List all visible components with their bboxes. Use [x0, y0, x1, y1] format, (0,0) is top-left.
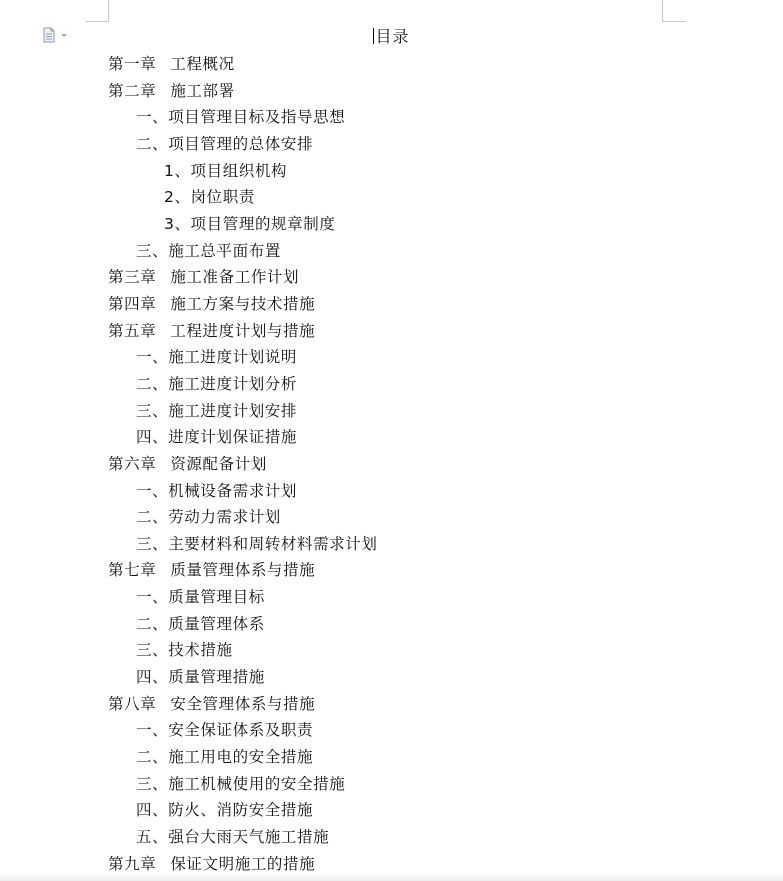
- toc-entry-text: 二、施工进度计划分析: [136, 374, 298, 393]
- toc-entry-text: 工程概况: [170, 55, 235, 73]
- toc-entry-text: 一、安全保证体系及职责: [136, 721, 314, 740]
- toc-subsection-entry[interactable]: [0, 211, 378, 238]
- toc-entry-text: 三、施工总平面布置: [136, 241, 281, 260]
- toc-entry-text: 二、施工用电的安全措施: [136, 748, 314, 767]
- toc-chapter-number: 第九章: [108, 854, 157, 873]
- toc-entry-text: 保证文明施工的措施: [170, 854, 316, 873]
- toc-entry-text: 一、质量管理目标: [136, 588, 265, 607]
- toc-entry-text: 四、防火、消防安全措施: [136, 801, 314, 820]
- toc-chapter-number: 第七章: [108, 561, 157, 580]
- page-bottom-edge: [0, 873, 783, 881]
- toc-entry-text: 二、劳动力需求计划: [136, 508, 281, 527]
- toc-entry-text: 四、进度计划保证措施: [136, 428, 298, 447]
- toc-chapter-entry[interactable]: [0, 691, 378, 718]
- toc-entry-text: 四、质量管理措施: [136, 668, 265, 687]
- toc-section-entry[interactable]: [0, 104, 378, 131]
- toc-entry-text: 1、项目组织机构: [164, 161, 288, 180]
- crop-mark-top-left: [108, 0, 109, 21]
- toc-chapter-entry[interactable]: [0, 264, 378, 291]
- toc-chapter-number: 第三章: [108, 268, 157, 287]
- toc-entry-text: 三、施工进度计划安排: [136, 401, 298, 420]
- toc-entry-text: 一、施工进度计划说明: [136, 348, 298, 367]
- toc-subsection-entry[interactable]: [0, 158, 378, 185]
- crop-mark-top-right: [662, 21, 686, 22]
- toc-entry-text: 三、主要材料和周转材料需求计划: [136, 534, 378, 553]
- toc-section-entry[interactable]: [0, 371, 378, 398]
- toc-entry-text: 资源配备计划: [170, 454, 267, 473]
- toc-chapter-number: 第五章: [108, 321, 157, 340]
- toc-chapter-number: 第四章: [108, 294, 157, 313]
- toc-chapter-entry[interactable]: [0, 557, 378, 584]
- toc-entry-text: 二、项目管理的总体安排: [136, 134, 314, 153]
- toc-entry-text: 三、技术措施: [136, 641, 233, 660]
- toc-section-entry[interactable]: [0, 744, 378, 771]
- toc-entry-text: 施工准备工作计划: [170, 268, 300, 287]
- toc-title[interactable]: [0, 27, 783, 47]
- toc-entry-text: 3、项目管理的规章制度: [164, 214, 336, 233]
- toc-section-entry[interactable]: [0, 797, 378, 824]
- toc-chapter-number: 第六章: [108, 454, 157, 473]
- toc-entry-text: 2、岗位职责: [164, 188, 255, 207]
- toc-chapter-entry[interactable]: [0, 78, 378, 105]
- toc-section-entry[interactable]: [0, 398, 378, 425]
- toc-entry-text: 一、项目管理目标及指导思想: [136, 108, 346, 127]
- table-of-contents: [0, 51, 378, 877]
- toc-chapter-entry[interactable]: [0, 318, 378, 345]
- toc-section-entry[interactable]: [0, 531, 378, 558]
- toc-entry-text: 五、强台大雨天气施工措施: [136, 828, 330, 847]
- toc-section-entry[interactable]: [0, 504, 378, 531]
- toc-entry-text: 工程进度计划与措施: [170, 321, 316, 340]
- toc-chapter-entry[interactable]: [0, 291, 378, 318]
- toc-chapter-number: 第八章: [108, 694, 157, 713]
- toc-section-entry[interactable]: [0, 238, 378, 265]
- toc-subsection-entry[interactable]: [0, 184, 378, 211]
- crop-mark-top-left: [86, 21, 109, 22]
- toc-chapter-entry[interactable]: [0, 51, 378, 78]
- toc-section-entry[interactable]: [0, 824, 378, 851]
- toc-chapter-entry[interactable]: [0, 451, 378, 478]
- toc-entry-text: 施工方案与技术措施: [170, 294, 316, 313]
- toc-entry-text: 施工部署: [170, 81, 235, 100]
- toc-chapter-number: 第二章: [108, 81, 157, 100]
- toc-section-entry[interactable]: [0, 664, 378, 691]
- crop-mark-top-right: [662, 0, 663, 21]
- toc-section-entry[interactable]: [0, 637, 378, 664]
- toc-title-text: 目录: [375, 27, 410, 46]
- toc-section-entry[interactable]: [0, 478, 378, 505]
- toc-section-entry[interactable]: [0, 717, 378, 744]
- toc-entry-text: 三、施工机械使用的安全措施: [136, 774, 346, 793]
- toc-section-entry[interactable]: [0, 344, 378, 371]
- toc-entry-text: 二、质量管理体系: [136, 614, 265, 633]
- toc-section-entry[interactable]: [0, 611, 378, 638]
- toc-entry-text: 安全管理体系与措施: [170, 694, 316, 713]
- toc-chapter-number: 第一章: [108, 55, 157, 73]
- toc-section-entry[interactable]: [0, 424, 378, 451]
- toc-section-entry[interactable]: [0, 584, 378, 611]
- toc-entry-text: 一、机械设备需求计划: [136, 481, 298, 500]
- toc-section-entry[interactable]: [0, 771, 378, 798]
- toc-entry-text: 质量管理体系与措施: [170, 561, 316, 580]
- toc-section-entry[interactable]: [0, 131, 378, 158]
